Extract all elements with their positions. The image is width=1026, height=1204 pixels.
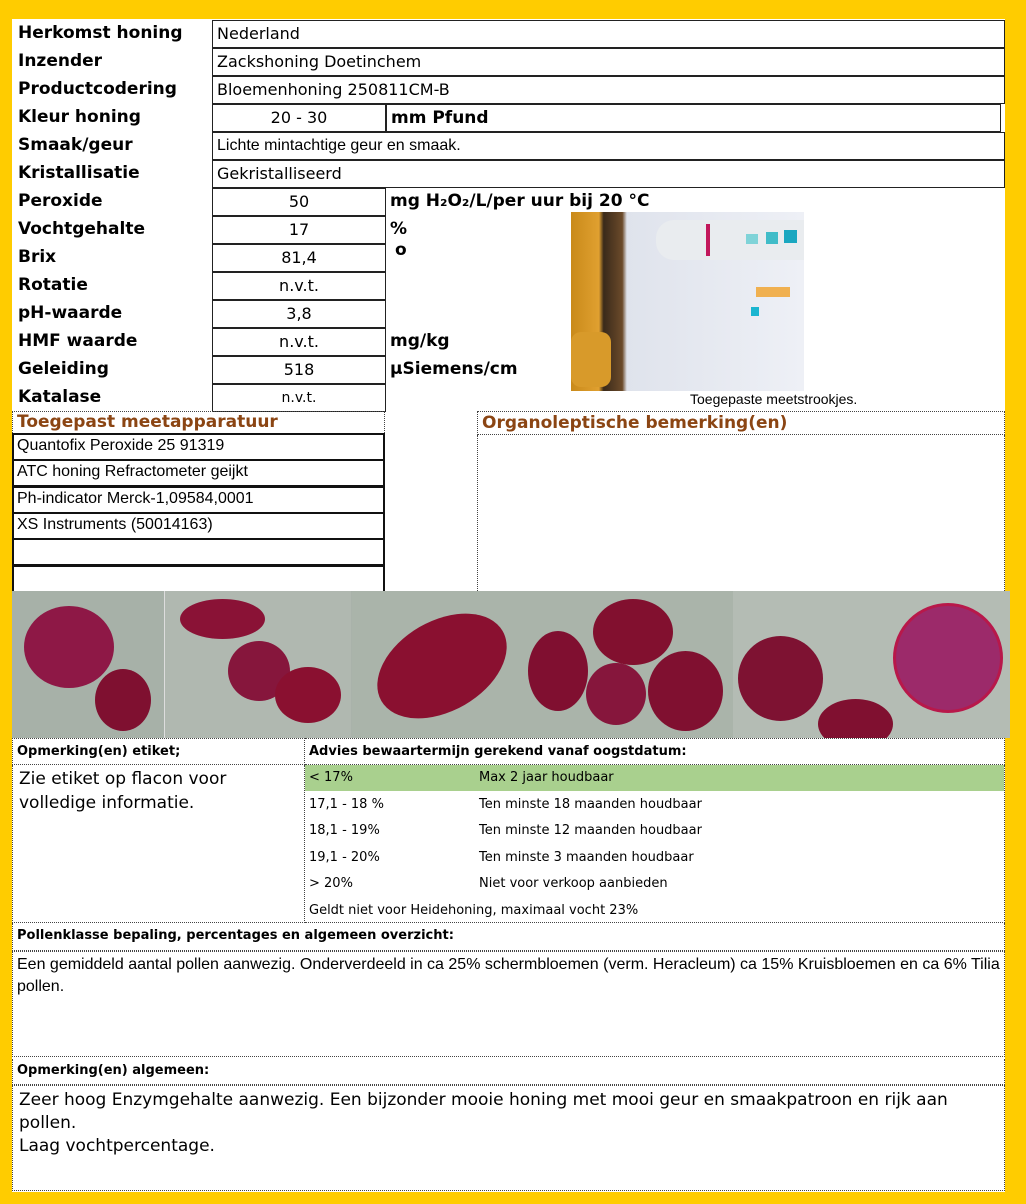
row-label: Katalase [18,387,102,407]
advice-range: < 17% [309,770,353,785]
advice-note: Geldt niet voor Heidehoning, maximaal vocht 23% [309,902,639,918]
equipment-item[interactable] [12,538,385,566]
row-value-field[interactable]: 20 - 30 [212,104,386,132]
equipment-item[interactable]: ATC honing Refractometer geijkt [12,459,385,487]
pollen-title: Pollenklasse bepaling, percentages en algemeen overzicht: [17,928,454,943]
advice-text: Niet voor verkoop aanbieden [479,876,668,891]
pollen-text: Een gemiddeld aantal pollen aanwezig. Onderverdeeld in ca 25% schermbloemen (verm. Heracleum) ca 15% Kruisbloemen en ca 6% Tilia pollen. [17,956,1000,995]
advice-title: Advies bewaartermijn gerekend vanaf oogstdatum: [309,744,687,759]
general-line-1: Zeer hoog Enzymgehalte aanwezig. Een bijzonder mooie honing met mooi geur en smaakpatroon en rijk aan pollen. [19,1090,948,1133]
general-header [12,1059,1005,1085]
advice-row [305,871,1004,897]
row-value-field[interactable]: Nederland [212,20,1005,48]
label-remarks-field[interactable] [12,765,305,923]
advice-row [305,765,1004,791]
equipment-header [12,411,385,433]
row-value-field[interactable]: Zackshoning Doetinchem [212,48,1005,76]
row-label: pH-waarde [18,303,123,323]
advice-text: Ten minste 18 maanden houdbaar [479,796,702,812]
organoleptic-title: Organoleptische bemerking(en) [482,413,788,433]
pollen-image-5 [733,591,1010,738]
row-label: Kristallisatie [18,163,140,183]
photo-caption: Toegepaste meetstrookjes. [690,391,858,407]
general-field[interactable] [12,1085,1005,1191]
pollen-image-2 [165,591,351,738]
advice-text: Max 2 jaar houdbaar [479,770,614,785]
row-value-field[interactable]: Bloemenhoning 250811CM-B [212,76,1005,104]
pollen-microscope-images [12,591,1010,738]
advice-text: Ten minste 12 maanden houdbaar [479,823,702,838]
row-label: Rotatie [18,275,88,295]
equipment-item[interactable]: Ph-indicator Merck-1,09584,0001 [12,486,385,514]
row-value-field[interactable]: n.v.t. [212,272,386,300]
advice-range: > 20% [309,876,353,891]
row-value-field[interactable]: 17 [212,216,386,244]
advice-header [305,738,1005,765]
pollen-image-4 [528,591,733,738]
equipment-item[interactable] [12,565,385,593]
row-label: Vochtgehalte [18,219,145,239]
row-value-field[interactable]: n.v.t. [212,384,386,412]
advice-row [305,792,1004,818]
row-label: Inzender [18,51,103,71]
row-label: Smaak/geur [18,135,133,155]
row-value-field[interactable]: Lichte mintachtige geur en smaak. [212,132,1005,160]
row-unit: % [390,219,408,239]
row-value-field[interactable]: n.v.t. [212,328,386,356]
test-strips-photo [571,212,804,391]
advice-table [305,765,1005,923]
advice-row [305,818,1004,844]
general-line-2: Laag vochtpercentage. [19,1136,215,1156]
advice-range: 18,1 - 19% [309,823,380,838]
row-unit: mg H₂O₂/L/per uur bij 20 °C [390,191,650,211]
pollen-image-1 [12,591,165,738]
label-remarks-header [12,738,305,765]
advice-row [305,845,1004,871]
advice-range: 17,1 - 18 % [309,796,384,812]
pollen-field[interactable] [12,951,1005,1057]
row-unit: mg/kg [390,331,450,351]
row-label: Peroxide [18,191,103,211]
row-unit: mm Pfund [386,104,1001,132]
row-value-field[interactable]: 50 [212,188,386,216]
label-remarks-title: Opmerking(en) etiket; [17,744,181,759]
equipment-item[interactable]: Quantofix Peroxide 25 91319 [12,433,385,461]
organoleptic-field[interactable] [477,435,1005,593]
pollen-image-3 [352,591,528,738]
row-value-field[interactable]: 81,4 [212,244,386,272]
row-label: Geleiding [18,359,109,379]
row-value-field[interactable]: 518 [212,356,386,384]
pollen-header [12,923,1005,951]
row-label: Brix [18,247,57,267]
honey-report-sheet [12,19,1005,1192]
advice-range: 19,1 - 20% [309,849,380,865]
advice-text: Ten minste 3 maanden houdbaar [479,849,694,865]
row-unit: o [395,240,407,260]
general-title: Opmerking(en) algemeen: [17,1063,210,1078]
row-label: Kleur honing [18,107,141,127]
label-remarks-text: Zie etiket op flacon voor volledige informatie. [19,769,227,813]
equipment-title: Toegepast meetapparatuur [17,412,278,432]
organoleptic-header [477,411,1005,435]
row-label: Herkomst honing [18,23,183,43]
row-label: Productcodering [18,79,177,99]
row-label: HMF waarde [18,331,138,351]
equipment-item[interactable]: XS Instruments (50014163) [12,512,385,540]
row-unit: µSiemens/cm [390,359,518,379]
row-value-field[interactable]: 3,8 [212,300,386,328]
row-value-field[interactable]: Gekristalliseerd [212,160,1005,188]
